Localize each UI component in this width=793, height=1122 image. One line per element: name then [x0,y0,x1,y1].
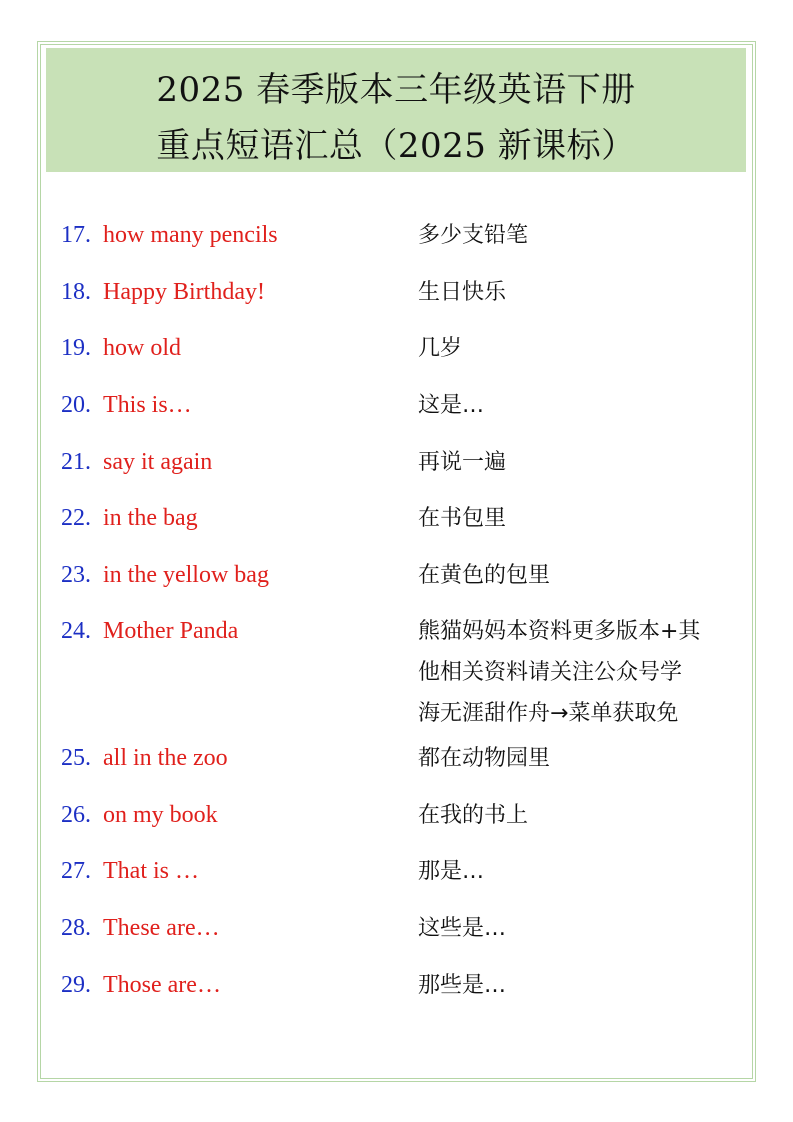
item-number: 20. [61,392,91,418]
meaning-line: 再说一遍 [418,450,507,475]
item-meaning [418,385,748,426]
item-meaning [418,272,748,313]
item-phrase: This is… [103,392,192,418]
item-meaning [418,851,748,892]
meaning-line: 那些是… [418,973,507,998]
list-item [61,449,751,489]
meaning-line: 他相关资料请关注公众号学 [418,660,683,685]
meaning-line: 熊猫妈妈本资料更多版本+其 [418,619,701,644]
item-number: 18. [61,279,91,305]
item-meaning [418,328,748,369]
meaning-line: 这是… [418,393,485,418]
item-meaning [418,738,748,779]
item-number: 28. [61,915,91,941]
item-number: 22. [61,505,91,531]
item-number: 19. [61,335,91,361]
list-item [61,745,751,785]
item-phrase: how old [103,335,181,361]
item-phrase: on my book [103,802,218,828]
item-phrase: Mother Panda [103,618,239,644]
item-number: 25. [61,745,91,771]
item-number: 17. [61,222,91,248]
item-meaning [418,611,748,734]
meaning-line: 多少支铅笔 [418,223,529,248]
list-item [61,915,751,955]
list-item [61,562,751,602]
item-phrase: These are… [103,915,220,941]
meaning-line: 海无涯甜作舟→菜单获取免 [418,701,679,726]
item-number: 23. [61,562,91,588]
list-item [61,335,751,375]
list-item [61,279,751,319]
meaning-line: 在书包里 [418,506,507,531]
meaning-line: 在黄色的包里 [418,563,551,588]
item-phrase: all in the zoo [103,745,228,771]
list-item [61,505,751,545]
list-item [61,972,751,1012]
title-banner [46,48,746,172]
item-phrase: Happy Birthday! [103,279,265,305]
list-item [61,802,751,842]
page-subtitle: 重点短语汇总（2025 新课标） [156,126,636,166]
list-item [61,618,751,746]
list-item [61,392,751,432]
list-item [61,858,751,898]
page-title: 2025 春季版本三年级英语下册 [156,70,636,110]
item-number: 29. [61,972,91,998]
item-meaning [418,555,748,596]
item-phrase: say it again [103,449,213,475]
list-item [61,222,751,262]
meaning-line: 在我的书上 [418,803,529,828]
item-phrase: in the bag [103,505,198,531]
item-phrase: Those are… [103,972,221,998]
item-phrase: That is … [103,858,199,884]
item-phrase: in the yellow bag [103,562,269,588]
meaning-line: 都在动物园里 [418,746,551,771]
item-meaning [418,442,748,483]
meaning-line: 那是… [418,859,485,884]
item-number: 21. [61,449,91,475]
meaning-line: 生日快乐 [418,280,507,305]
meaning-line: 这些是… [418,916,507,941]
item-number: 24. [61,618,91,644]
item-meaning [418,215,748,256]
item-meaning [418,908,748,949]
item-number: 27. [61,858,91,884]
item-phrase: how many pencils [103,222,278,248]
meaning-line: 几岁 [418,336,463,361]
item-number: 26. [61,802,91,828]
item-meaning [418,795,748,836]
item-meaning [418,965,748,1006]
item-meaning [418,498,748,539]
